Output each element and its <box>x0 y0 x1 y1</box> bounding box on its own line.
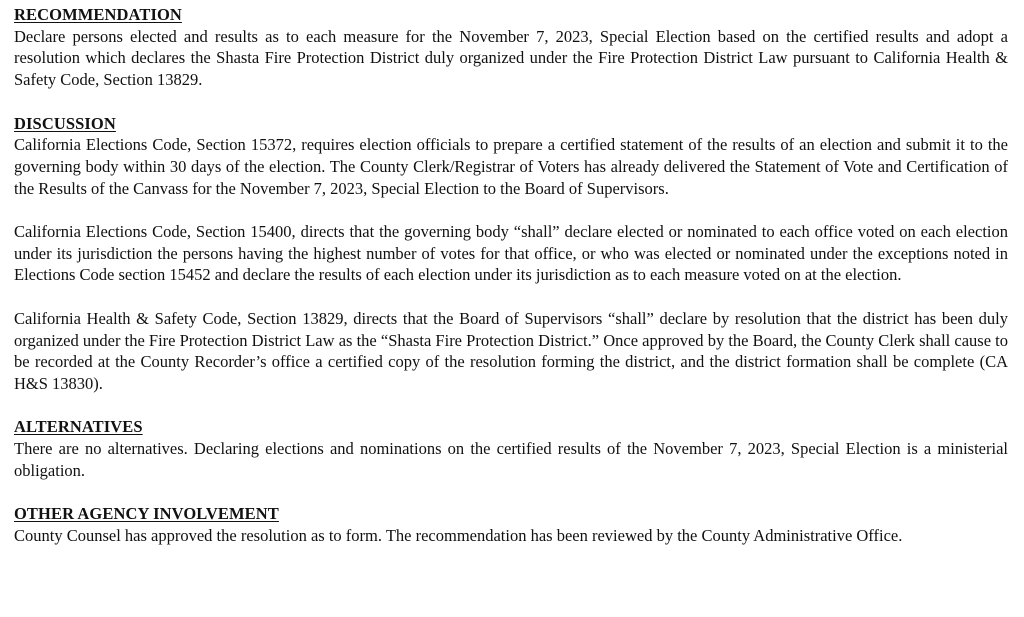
document-body <box>14 4 1008 547</box>
paragraph: California Health & Safety Code, Section 13829, directs that the Board of Supervisors “shall” declare by resolution that the district has been duly organized under the Fire Protection District Law as the “Shasta Fire Protection District.” Once approved by the Board, the County Clerk shall cause to be recorded at the County Recorder’s office a certified copy of the resolution forming the district, and the district formation shall be complete (CA H&S 13830). <box>14 308 1008 393</box>
paragraph: County Counsel has approved the resolution as to form. The recommendation has been reviewed by the County Administrative Office. <box>14 525 903 545</box>
paragraph: There are no alternatives. Declaring elections and nominations on the certified results of the November 7, 2023, Special Election is a ministerial obligation. <box>14 439 1008 480</box>
section-discussion <box>14 113 1008 395</box>
section-alternatives <box>14 416 1008 481</box>
section-recommendation <box>14 4 1008 91</box>
section-heading: OTHER AGENCY INVOLVEMENT <box>14 504 279 524</box>
section-heading: DISCUSSION <box>14 113 116 133</box>
section-heading: ALTERNATIVES <box>14 417 143 437</box>
paragraph: Declare persons elected and results as to each measure for the November 7, 2023, Special Election based on the certified results and adopt a resolution which declares the Shasta Fire Protection District duly organized under the Fire Protection District Law pursuant to California Health & Safety Code, Section 13829. <box>14 26 1008 90</box>
section-heading: RECOMMENDATION <box>14 5 182 24</box>
section-other-agency-involvement <box>14 503 1008 546</box>
paragraph: California Elections Code, Section 15372, requires election officials to prepare a certified statement of the results of an election and submit it to the governing body within 30 days of the election. The County Clerk/Registrar of Voters has already delivered the Statement of Vote and Certification of the Results of the Canvass for the November 7, 2023, Special Election to the Board of Supervisors. <box>14 135 1008 198</box>
paragraph: California Elections Code, Section 15400, directs that the governing body “shall” declare elected or nominated to each office voted on each election under its jurisdiction the persons having the highest number of votes for that office, or who was elected or nominated under the exceptions noted in Elections Code section 15452 and declare the results of each election under its jurisdiction as to each measure voted on at the election. <box>14 222 1008 285</box>
